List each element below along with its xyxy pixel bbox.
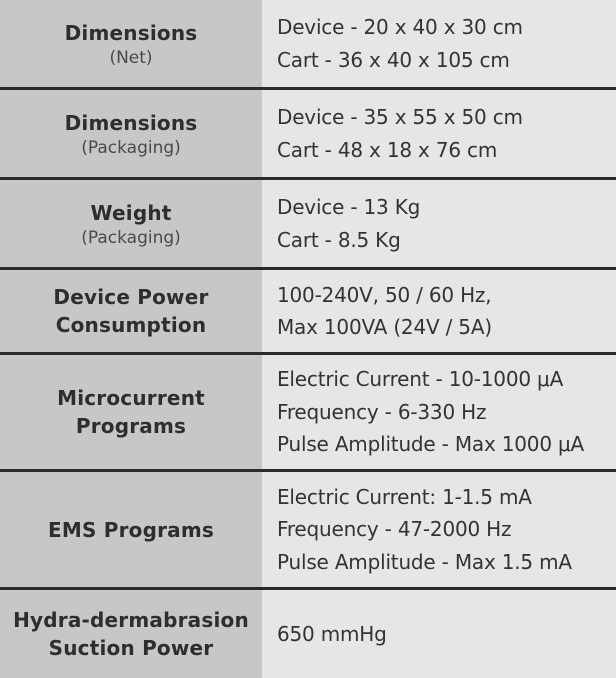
spec-label-cell bbox=[0, 355, 262, 469]
spec-label-cell bbox=[0, 590, 262, 678]
spec-label-cell bbox=[0, 180, 262, 267]
spec-value-cell bbox=[262, 270, 616, 352]
spec-value-cell bbox=[262, 355, 616, 469]
spec-row-microcurrent bbox=[0, 355, 616, 469]
spec-label: Suction Power bbox=[48, 636, 214, 660]
spec-value: Frequency - 6-330 Hz bbox=[277, 399, 487, 424]
spec-row-power-consumption bbox=[0, 270, 616, 352]
spec-value: Pulse Amplitude - Max 1.5 mA bbox=[277, 549, 572, 574]
spec-value-cell bbox=[262, 590, 616, 678]
spec-label: Weight bbox=[90, 200, 172, 225]
spec-label: Hydra-dermabrasion bbox=[13, 608, 249, 632]
spec-row-dimensions-net bbox=[0, 0, 616, 87]
spec-label-cell bbox=[0, 0, 262, 87]
spec-value: Electric Current: 1-1.5 mA bbox=[277, 484, 532, 509]
spec-value: 100-240V, 50 / 60 Hz, bbox=[277, 282, 492, 307]
spec-label: Consumption bbox=[55, 313, 207, 337]
spec-label: Device Power bbox=[53, 285, 209, 309]
spec-value-cell bbox=[262, 0, 616, 87]
spec-value: Cart - 48 x 18 x 76 cm bbox=[277, 137, 498, 162]
spec-value: Electric Current - 10-1000 μA bbox=[277, 367, 564, 392]
spec-value: Max 100VA (24V / 5A) bbox=[277, 315, 492, 339]
spec-sublabel: (Packaging) bbox=[81, 137, 181, 158]
spec-label: Programs bbox=[75, 414, 187, 438]
spec-row-ems bbox=[0, 472, 616, 587]
spec-value: Cart - 8.5 Kg bbox=[277, 227, 401, 252]
spec-value: Device - 35 x 55 x 50 cm bbox=[277, 105, 523, 129]
spec-value: Cart - 36 x 40 x 105 cm bbox=[277, 47, 510, 72]
spec-label: Dimensions bbox=[64, 20, 198, 45]
spec-value-cell bbox=[262, 90, 616, 177]
spec-row-suction-power bbox=[0, 590, 616, 678]
spec-label-cell bbox=[0, 90, 262, 177]
spec-label-cell bbox=[0, 472, 262, 587]
spec-sublabel: (Packaging) bbox=[81, 227, 181, 248]
spec-row-weight bbox=[0, 180, 616, 267]
spec-label: EMS Programs bbox=[47, 517, 214, 542]
spec-label-cell bbox=[0, 270, 262, 352]
spec-value: Pulse Amplitude - Max 1000 μA bbox=[277, 432, 585, 457]
spec-value: Device - 20 x 40 x 30 cm bbox=[277, 15, 523, 39]
spec-label: Microcurrent bbox=[57, 386, 205, 410]
spec-label: Dimensions bbox=[64, 110, 198, 135]
spec-value: Frequency - 47-2000 Hz bbox=[277, 517, 512, 542]
spec-value: 650 mmHg bbox=[277, 621, 387, 646]
spec-value: Device - 13 Kg bbox=[277, 195, 421, 219]
spec-sublabel: (Net) bbox=[109, 47, 153, 68]
spec-row-dimensions-packaging bbox=[0, 90, 616, 177]
spec-value-cell bbox=[262, 472, 616, 587]
spec-value-cell bbox=[262, 180, 616, 267]
